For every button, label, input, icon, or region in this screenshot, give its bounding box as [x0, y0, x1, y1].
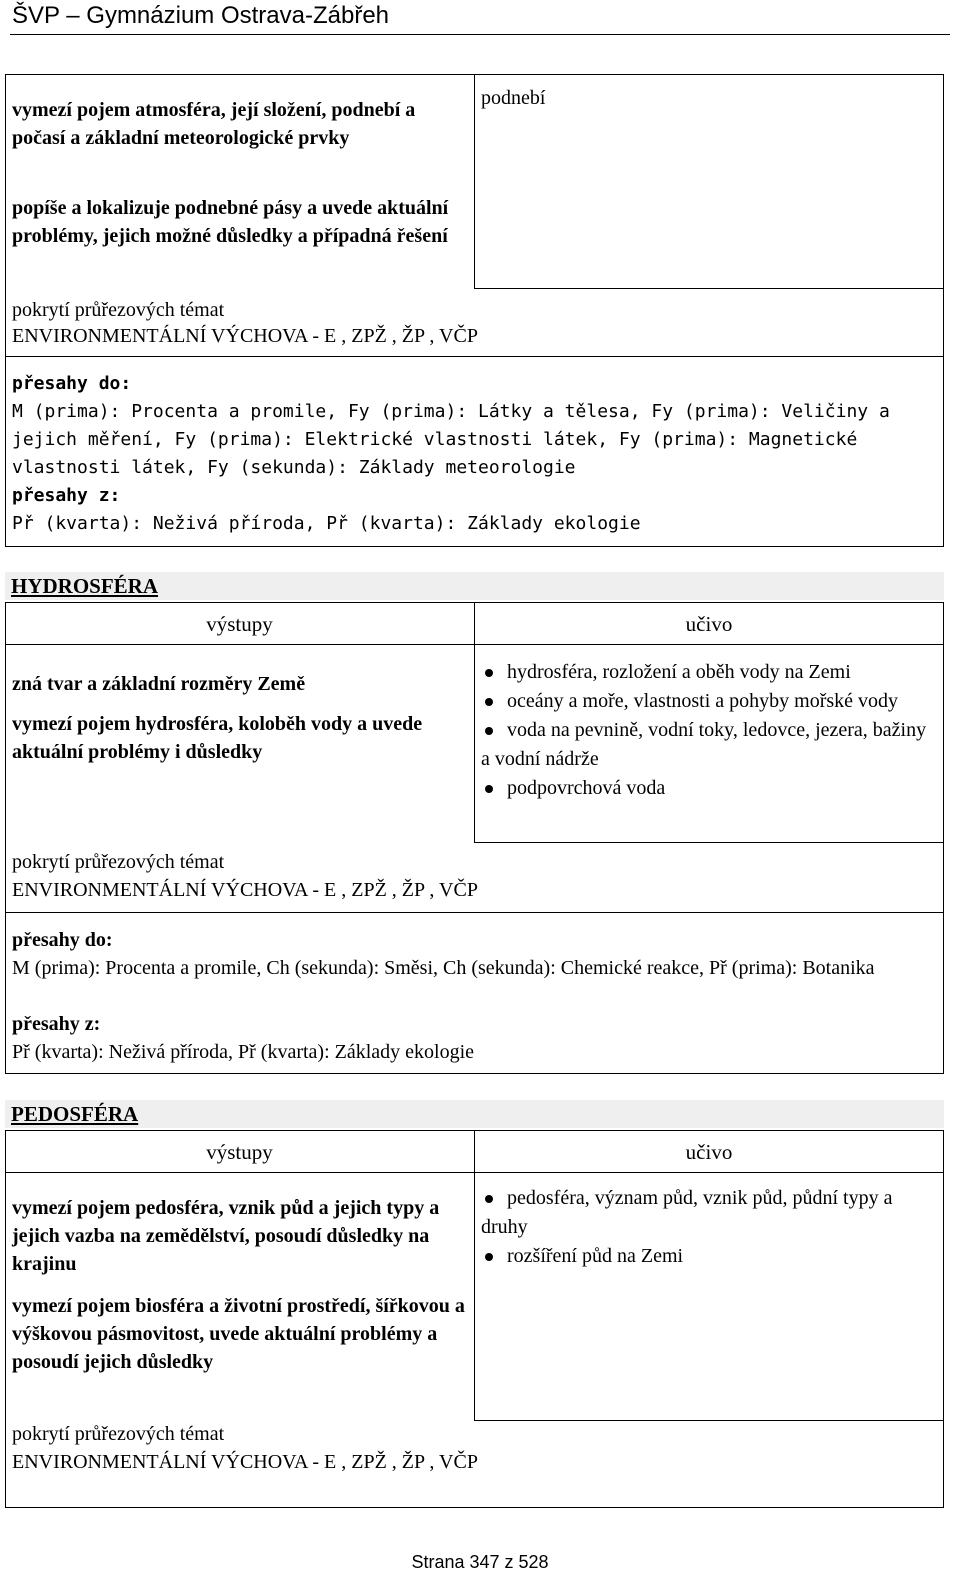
pedosphere-row-divider — [474, 1420, 944, 1421]
outcome-item: vymezí pojem hydrosféra, koloběh vody a uvede aktuální problémy i důsledky — [12, 713, 423, 763]
bullet-icon — [485, 698, 493, 706]
cross-topics-value: ENVIRONMENTÁLNÍ VÝCHOVA - E , ZPŽ , ŽP , VČP — [12, 879, 478, 901]
list-item: podpovrchová voda — [481, 774, 936, 803]
page-number: Strana 347 z 528 — [411, 1552, 549, 1572]
list-item: pedosféra, význam půd, vznik půd, půdní typy a druhy — [481, 1187, 893, 1238]
overlap-to-text: M (prima): Procenta a promile, Fy (prima): Látky a tělesa, Fy (prima): Veličiny a jejich měření, Fy (prima): Elektrické vlastnosti látek, Fy (prima): Magnetické vlastnosti látek, Fy (sekunda): Základy meteorologie — [12, 401, 890, 478]
hydrosphere-block — [5, 602, 944, 1074]
list-item: oceány a moře, vlastnosti a pohyby mořské vody — [481, 687, 936, 716]
list-item: voda na pevnině, vodní toky, ledovce, jezera, bažiny a vodní nádrže — [481, 719, 927, 770]
bullet-icon — [485, 1195, 493, 1203]
column-header-outputs: výstupy — [206, 612, 273, 636]
column-header-content: učivo — [685, 1140, 733, 1164]
content-text: podnebí — [481, 87, 546, 109]
content-list — [481, 1184, 936, 1271]
cross-topics-label: pokrytí průřezových témat — [12, 851, 225, 873]
overlaps-divider — [5, 912, 944, 913]
bullet-icon — [485, 669, 493, 677]
overlap-from-label: přesahy z: — [12, 485, 121, 506]
outcome-item: popíše a lokalizuje podnebné pásy a uvede aktuální problémy, jejich možné důsledky a případná řešení — [12, 197, 449, 247]
overlap-to-text: M (prima): Procenta a promile, Ch (sekunda): Směsi, Ch (sekunda): Chemické reakce, Př (prima): Botanika — [12, 957, 875, 979]
cross-topics-value: ENVIRONMENTÁLNÍ VÝCHOVA - E , ZPŽ , ŽP , VČP — [12, 325, 478, 347]
content-list — [481, 658, 936, 803]
atmosphere-column-divider — [474, 74, 475, 288]
hydrosphere-column-divider — [474, 602, 475, 842]
section-title: PEDOSFÉRA — [5, 1100, 944, 1128]
outcome-item: zná tvar a základní rozměry Země — [12, 673, 306, 695]
cross-topics-value: ENVIRONMENTÁLNÍ VÝCHOVA - E , ZPŽ , ŽP , VČP — [12, 1451, 478, 1473]
outcome-item: vymezí pojem pedosféra, vznik půd a jejich typy a jejich vazba na zemědělství, posoudí důsledky na krajinu — [12, 1197, 440, 1275]
bullet-icon — [485, 727, 493, 735]
overlap-from-text: Př (kvarta): Neživá příroda, Př (kvarta): Základy ekologie — [12, 1041, 475, 1063]
atmosphere-block — [5, 74, 944, 547]
list-item: rozšíření půd na Zemi — [481, 1242, 936, 1271]
cross-topics-label: pokrytí průřezových témat — [12, 1423, 225, 1445]
cross-topics-label: pokrytí průřezových témat — [12, 299, 225, 321]
overlap-to-label: přesahy do: — [12, 373, 132, 394]
outcome-item: vymezí pojem biosféra a životní prostředí, šířkovou a výškovou pásmovitost, uvede aktuální problémy a posoudí jejich důsledky — [12, 1295, 465, 1373]
section-title: HYDROSFÉRA — [5, 572, 944, 600]
overlaps-divider — [5, 356, 944, 357]
outcome-item: vymezí pojem atmosféra, její složení, podnebí a počasí a základní meteorologické prvky — [12, 99, 416, 149]
atmosphere-row-divider — [474, 288, 944, 289]
list-item: hydrosféra, rozložení a oběh vody na Zemi — [481, 658, 936, 687]
bullet-icon — [485, 1253, 493, 1261]
overlap-from-label: přesahy z: — [12, 1013, 101, 1035]
hydrosphere-row-divider — [474, 842, 944, 843]
column-header-outputs: výstupy — [206, 1140, 273, 1164]
header-rule — [10, 34, 950, 35]
pedosphere-column-divider — [474, 1130, 475, 1420]
bullet-icon — [485, 785, 493, 793]
document-header: ŠVP – Gymnázium Ostrava-Zábřeh — [12, 2, 390, 29]
pedosphere-block — [5, 1130, 944, 1508]
column-header-content: učivo — [685, 612, 733, 636]
overlap-from-text: Př (kvarta): Neživá příroda, Př (kvarta): Základy ekologie — [12, 513, 641, 534]
overlap-to-label: přesahy do: — [12, 929, 113, 951]
